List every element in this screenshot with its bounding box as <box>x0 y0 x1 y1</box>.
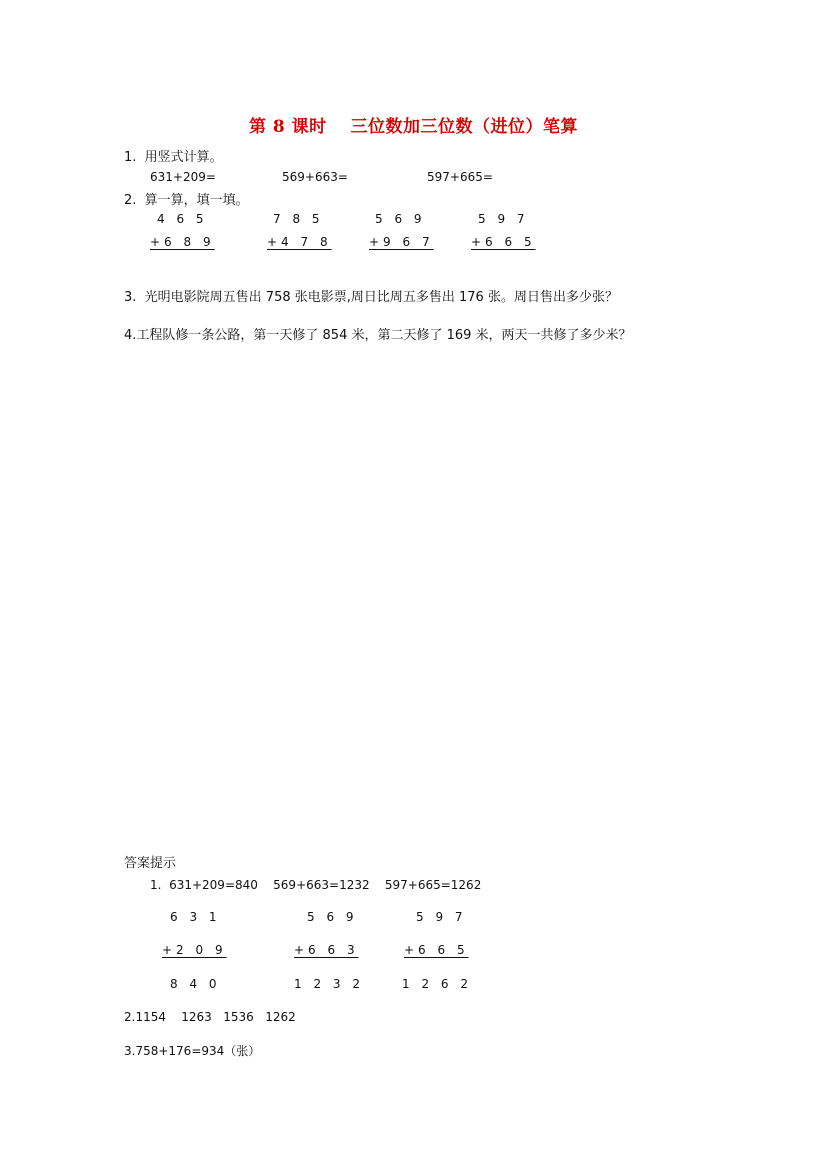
answer-result-3: 1 2 6 2 <box>402 977 472 991</box>
q2-top-2: 7 8 5 <box>273 212 324 226</box>
answer-top-3: 5 9 7 <box>416 910 467 924</box>
q2-bottom-2: +4 7 8 <box>267 235 332 249</box>
question-3: 3. 光明电影院周五售出 758 张电影票,周日比周五多售出 176 张。周日售出多少张？ <box>124 290 618 305</box>
answers-line-1: 1. 631+209=840 569+663=1232 597+665=1262 <box>150 878 482 892</box>
q2-top-3: 5 6 9 <box>375 212 426 226</box>
answers-heading: 答案提示 <box>124 856 177 871</box>
question-2-label: 2. 算一算，填一填。 <box>124 193 249 208</box>
q2-top-1: 4 6 5 <box>157 212 208 226</box>
q2-bottom-3: +9 6 7 <box>369 235 434 249</box>
answer-bottom-3: +6 6 5 <box>404 943 469 957</box>
q2-top-4: 5 9 7 <box>478 212 529 226</box>
q2-bottom-1: +6 8 9 <box>150 235 215 249</box>
answer-result-1: 8 4 0 <box>170 977 221 991</box>
q2-bottom-4: +6 6 5 <box>471 235 536 249</box>
answer-top-2: 5 6 9 <box>307 910 358 924</box>
answer-top-1: 6 3 1 <box>170 910 221 924</box>
answer-bottom-1: +2 0 9 <box>162 943 227 957</box>
answers-line-3: 3.758+176=934（张） <box>124 1044 261 1058</box>
page-title: 第 8 课时 三位数加三位数（进位）笔算 <box>248 117 579 137</box>
q1-item-1: 631+209= <box>150 170 216 184</box>
question-1-label: 1. 用竖式计算。 <box>124 150 223 165</box>
q1-item-2: 569+663= <box>282 170 348 184</box>
q1-item-3: 597+665= <box>427 170 493 184</box>
answer-bottom-2: +6 6 3 <box>294 943 359 957</box>
question-4: 4.工程队修一条公路，第一天修了 854 米，第二天修了 169 米，两天一共修了多少米？ <box>124 328 632 343</box>
answer-result-2: 1 2 3 2 <box>294 977 364 991</box>
answers-line-2: 2.1154 1263 1536 1262 <box>124 1010 296 1024</box>
